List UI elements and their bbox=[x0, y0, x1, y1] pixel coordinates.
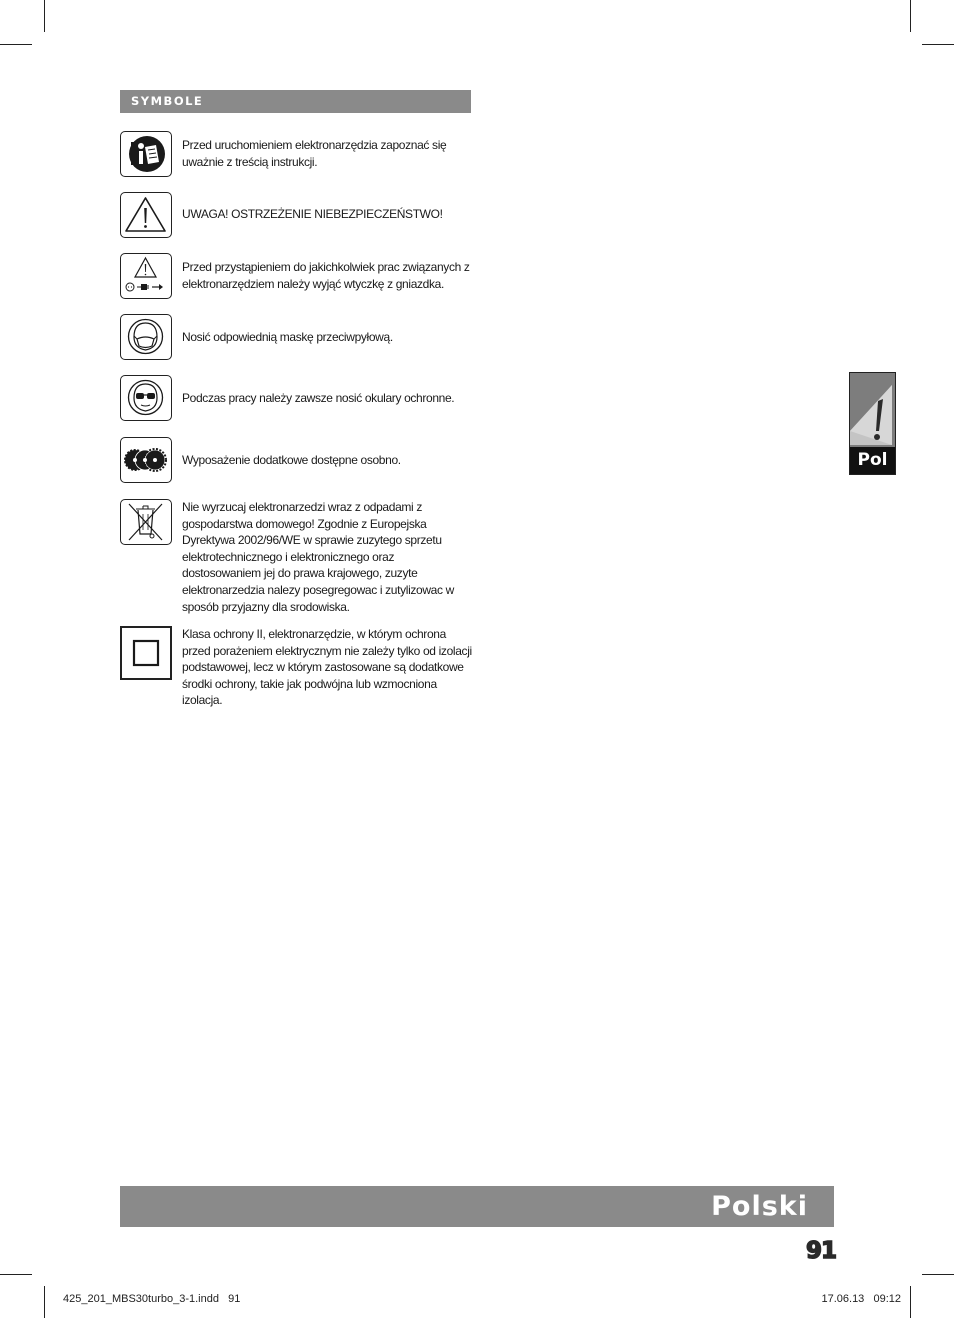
unplug-warning-icon bbox=[120, 253, 172, 299]
read-manual-icon bbox=[120, 131, 172, 177]
symbol-text: UWAGA! OSTRZEŻENIE NIEBEZPIECZEŃSTWO! bbox=[182, 207, 443, 221]
symbol-text: Nie wyrzucaj elektronarzedzi wraz z odpadami z gospodarstwa domowego! Zgodnie z Europejska Dyrektywa 2002/96/WE w sprawie zuzytego sprzetu elektrotechnicznego i elektronicznego oraz dostosowaniem jej do prawa krajowego, zuzyte elektronarzedzia nalezy posegregowac i zutylizowac w sposób przyjazny dla srodowiska. bbox=[182, 500, 454, 614]
symbol-text: Nosić odpowiednią maskę przeciwpyłową. bbox=[182, 330, 393, 344]
saw-blades-icon bbox=[120, 437, 172, 483]
crossed-bin-icon bbox=[120, 499, 172, 545]
crop-mark bbox=[0, 44, 32, 45]
crop-mark bbox=[44, 0, 45, 32]
crop-mark bbox=[922, 44, 954, 45]
protection-class-ii-icon bbox=[120, 626, 172, 680]
safety-glasses-icon bbox=[120, 375, 172, 421]
slug-date: 17.06.13 09:12 bbox=[821, 1293, 901, 1305]
footer-title: Polski bbox=[711, 1191, 808, 1222]
footer-bar bbox=[120, 1186, 834, 1227]
language-tab bbox=[849, 372, 896, 475]
crop-mark bbox=[910, 1286, 911, 1318]
crop-mark bbox=[922, 1274, 954, 1275]
symbol-text: Przed uruchomieniem elektronarzędzia zapoznać się uważnie z treścią instrukcji. bbox=[182, 138, 447, 169]
warning-triangle-icon bbox=[120, 192, 172, 238]
slug-file: 425_201_MBS30turbo_3-1.indd 91 bbox=[63, 1293, 241, 1305]
symbol-text: Klasa ochrony II, elektronarzędzie, w którym ochrona przed porażeniem elektrycznym nie zależy tylko od izolacji podstawowej, lecz w którym zastosowane są dodatkowe środki ochrony, takie jak podwójna lub wzmocniona izolacja. bbox=[182, 627, 472, 708]
language-label: Pol bbox=[850, 447, 895, 474]
symbol-text: Podczas pracy należy zawsze nosić okulary ochronne. bbox=[182, 391, 455, 405]
page-number: 91 bbox=[805, 1238, 836, 1264]
symbol-text: Wyposażenie dodatkowe dostępne osobno. bbox=[182, 453, 401, 467]
crop-mark bbox=[0, 1274, 32, 1275]
dust-mask-icon bbox=[120, 314, 172, 360]
symbol-text: Przed przystąpieniem do jakichkolwiek prac związanych z elektronarzędziem należy wyjąć wtyczkę z gniazdka. bbox=[182, 260, 470, 291]
section-header: SYMBOLE bbox=[120, 90, 471, 113]
crop-mark bbox=[910, 0, 911, 32]
crop-mark bbox=[44, 1286, 45, 1318]
exclamation-triangle-icon bbox=[850, 373, 895, 448]
